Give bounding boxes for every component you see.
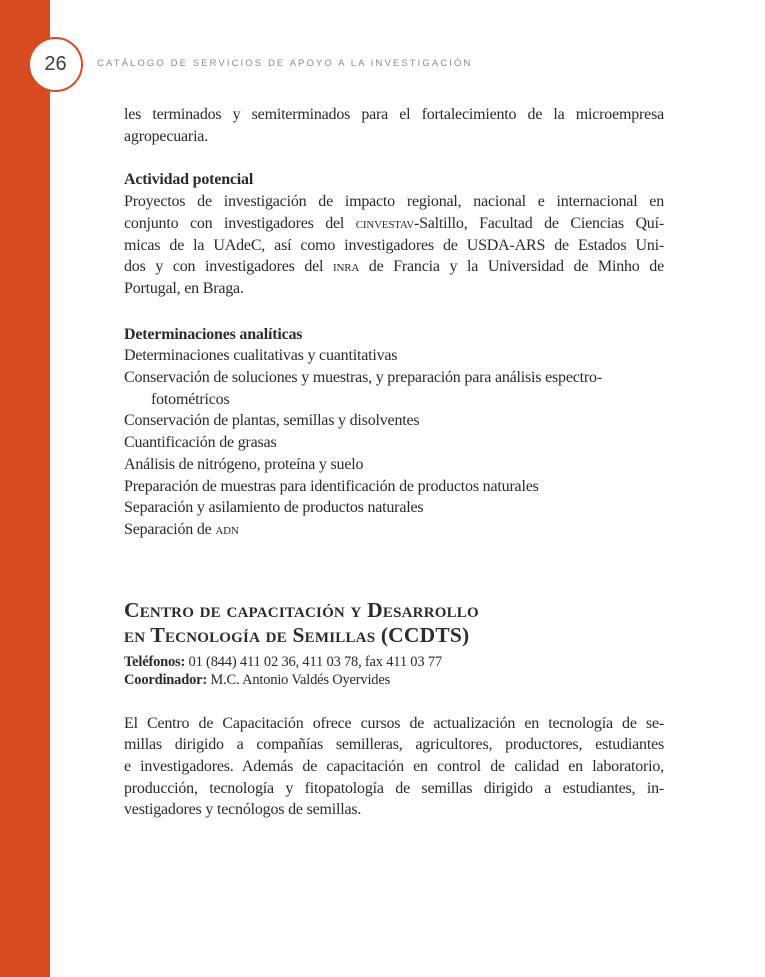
contact-label: Coordinador:: [124, 671, 207, 688]
text-run: conjunto con investigadores del: [124, 214, 356, 232]
text-run: Centro de capacitación y Desarrollo: [124, 597, 479, 622]
text-line: [124, 598, 664, 624]
text-line: [124, 126, 664, 148]
list-item: [124, 432, 664, 454]
text-run: Conservación de soluciones y muestras, y preparación para análisis espectro-: [124, 369, 602, 387]
text-run: Portugal, en Braga.: [124, 279, 244, 297]
text-run: -Saltillo, Facultad de Ciencias Quí-: [413, 214, 664, 232]
text-run: Cuantificación de grasas: [124, 434, 277, 452]
text-line: [124, 799, 664, 821]
text-run: Separación y asilamiento de productos naturales: [124, 499, 424, 517]
text-run: adn: [215, 520, 239, 538]
text-run: dos y con investigadores del: [124, 258, 333, 276]
text-run: inra: [333, 258, 360, 276]
text-line: [124, 713, 664, 735]
text-line: [124, 734, 664, 756]
list-item: [124, 497, 664, 519]
text-run: de Francia y la Universidad de Minho de: [359, 258, 664, 276]
list-item: [124, 519, 664, 541]
text-run: producción, tecnología y fitopatología de semillas dirigido a estudiantes, in-: [124, 779, 664, 797]
text-run: vestigadores y tecnólogos de semillas.: [124, 801, 362, 819]
text-run: cinvestav: [355, 214, 414, 232]
text-run: millas dirigido a compañías semilleras, agricultores, productores, estudiantes: [124, 736, 664, 754]
text-run: agropecuaria.: [124, 127, 209, 145]
list-item: [124, 410, 664, 432]
text-run: e investigadores. Además de capacitación en control de calidad en laboratorio,: [124, 758, 664, 776]
list-item: [124, 454, 664, 476]
paragraph-intro: [124, 104, 664, 147]
text-run: micas de la UAdeC, así como investigadores de USDA-ARS de Estados Uni-: [124, 236, 664, 254]
list-item: [124, 367, 664, 389]
text-line: [124, 756, 664, 778]
contact-info: [124, 653, 664, 689]
contact-label: Teléfonos:: [124, 653, 186, 670]
text-run: en Tecnología de Semillas (CCDTS): [124, 623, 470, 648]
text-run: Preparación de muestras para identificación de productos naturales: [124, 477, 539, 495]
document-content: [124, 104, 664, 821]
accent-sidebar: [0, 0, 50, 977]
page-number-badge: [28, 37, 83, 92]
text-line: [124, 623, 664, 649]
contact-row: [124, 653, 664, 671]
text-line: [124, 235, 664, 257]
subhead-determinaciones-analiticas: Determinaciones analíticas: [124, 325, 303, 343]
text-line: [124, 778, 664, 800]
contact-value: 01 (844) 411 02 36, 411 03 78, fax 411 03 77: [185, 653, 442, 670]
subhead-actividad-potencial: Actividad potencial: [124, 171, 254, 189]
text-line: [124, 256, 664, 278]
text-run: fotométricos: [151, 390, 230, 408]
text-line: [124, 278, 664, 300]
text-run: Separación de: [124, 520, 216, 538]
text-line: [124, 213, 664, 235]
text-run: les terminados y semiterminados para el fortalecimiento de la microempresa: [124, 106, 664, 123]
running-header: CATÁLOGO DE SERVICIOS DE APOYO A LA INVESTIGACIÓN: [97, 58, 473, 69]
paragraph-centro: [124, 713, 664, 822]
list-item: [124, 389, 664, 411]
text-run: Conservación de plantas, semillas y disolventes: [124, 412, 420, 430]
section-title-ccdts: [124, 598, 664, 649]
page-number: 26: [44, 53, 67, 75]
text-run: Proyectos de investigación de impacto regional, nacional e internacional en: [124, 193, 664, 211]
text-line: [124, 104, 664, 126]
text-run: Análisis de nitrógeno, proteína y suelo: [124, 455, 364, 473]
text-line: [124, 191, 664, 213]
contact-row: [124, 671, 664, 689]
text-run: Determinaciones cualitativas y cuantitativas: [124, 347, 398, 365]
list-item: [124, 345, 664, 367]
contact-value: M.C. Antonio Valdés Oyervides: [207, 671, 391, 688]
text-run: El Centro de Capacitación ofrece cursos de actualización en tecnología de se-: [124, 714, 664, 732]
list-determinaciones: [124, 345, 664, 540]
list-item: [124, 476, 664, 498]
paragraph-actividad: [124, 191, 664, 300]
